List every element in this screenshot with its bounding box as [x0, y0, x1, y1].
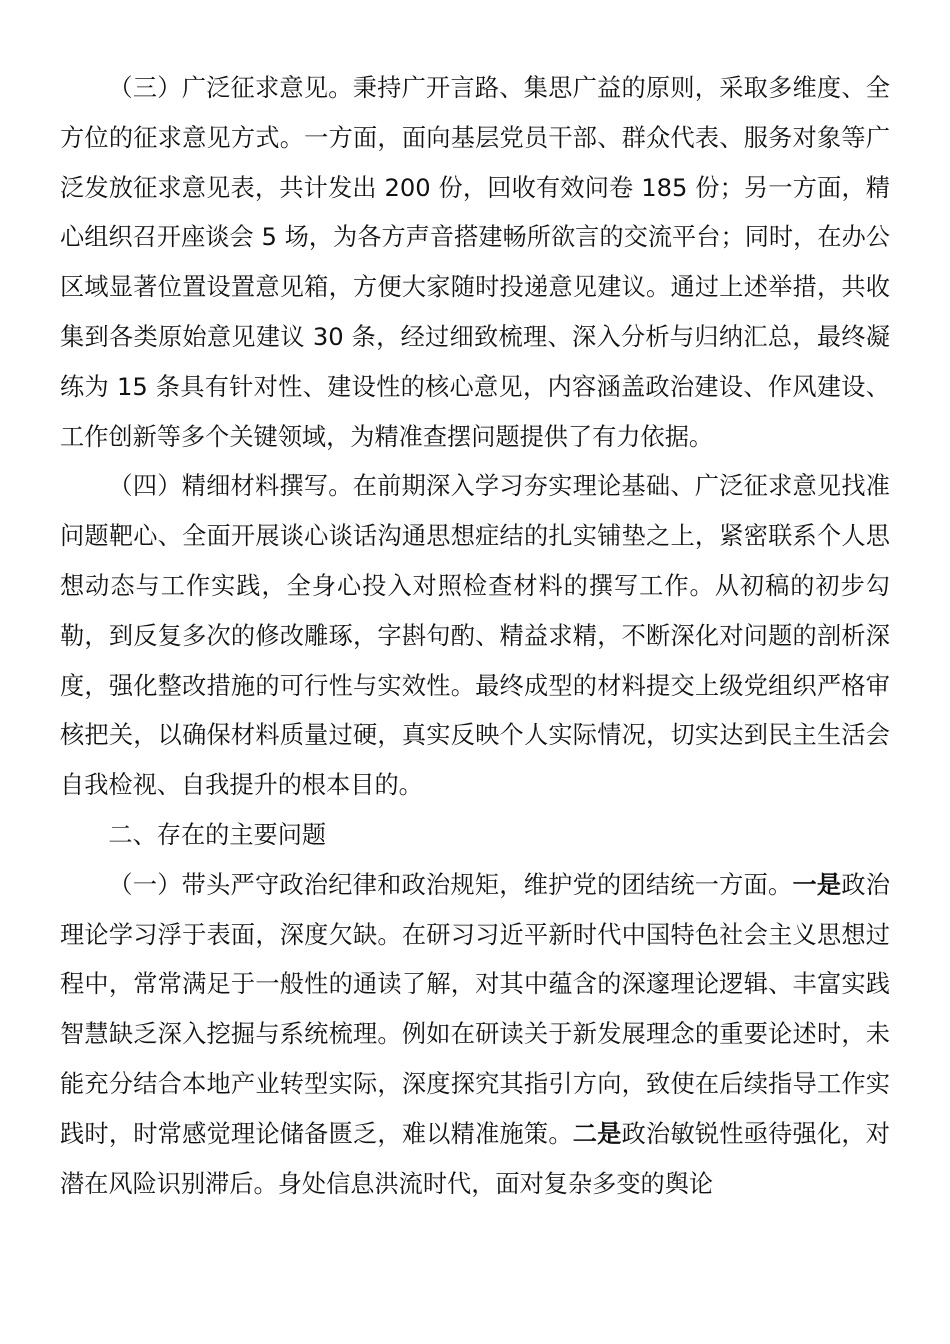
problem-intro: （一）带头严守政治纪律和政治规矩，维护党的团结统一方面。	[108, 870, 793, 899]
first-point-label: 一是	[792, 870, 842, 899]
first-point-text: 政治理论学习浮于表面，深度欠缺。在研习习近平新时代中国特色社会主义思想过程中，常常满足于一般性的通读了解，对其中蕴含的深邃理论逻辑、丰富实践智慧缺乏深入挖掘与系统梳理。例如在研读关于新发展理念的重要论述时，未能充分结合本地产业转型实际，深度探究其指引方向，致使在后续指导工作实践时，时常感觉理论储备匮乏，难以精准施策。	[60, 870, 890, 1148]
document-page	[60, 64, 890, 1209]
paragraph-political-discipline	[60, 861, 890, 1210]
section-heading-main-problems: 二、存在的主要问题	[108, 820, 327, 849]
paragraph-material-writing: （四）精细材料撰写。在前期深入学习夯实理论基础、广泛征求意见找准问题靶心、全面开展谈心谈话沟通思想症结的扎实铺垫之上，紧密联系个人思想动态与工作实践，全身心投入对照检查材料的撰写工作。从初稿的初步勾勒，到反复多次的修改雕琢，字斟句酌、精益求精，不断深化对问题的剖析深度，强化整改措施的可行性与实效性。最终成型的材料提交上级党组织严格审核把关，以确保材料质量过硬，真实反映个人实际情况，切实达到民主生活会自我检视、自我提升的根本目的。	[60, 472, 890, 800]
paragraph-broad-opinion-solicitation: （三）广泛征求意见。秉持广开言路、集思广益的原则，采取多维度、全方位的征求意见方式。一方面，面向基层党员干部、群众代表、服务对象等广泛发放征求意见表，共计发出 200 份，回收有效问卷 185 份；另一方面，精心组织召开座谈会 5 场，为各方声音搭建畅所欲言的交流平台；同时，在办公区域显著位置设置意见箱，方便大家随时投递意见建议。通过上述举措，共收集到各类原始意见建议 30 条，经过细致梳理、深入分析与归纳汇总，最终凝练为 15 条具有针对性、建设性的核心意见，内容涵盖政治建设、作风建设、工作创新等多个关键领域，为精准查摆问题提供了有力依据。	[60, 74, 890, 451]
second-point-text: 政治敏锐性亟待强化，对潜在风险识别滞后。身处信息洪流时代，面对复杂多变的舆论	[60, 1119, 890, 1198]
second-point-label: 二是	[572, 1119, 622, 1148]
